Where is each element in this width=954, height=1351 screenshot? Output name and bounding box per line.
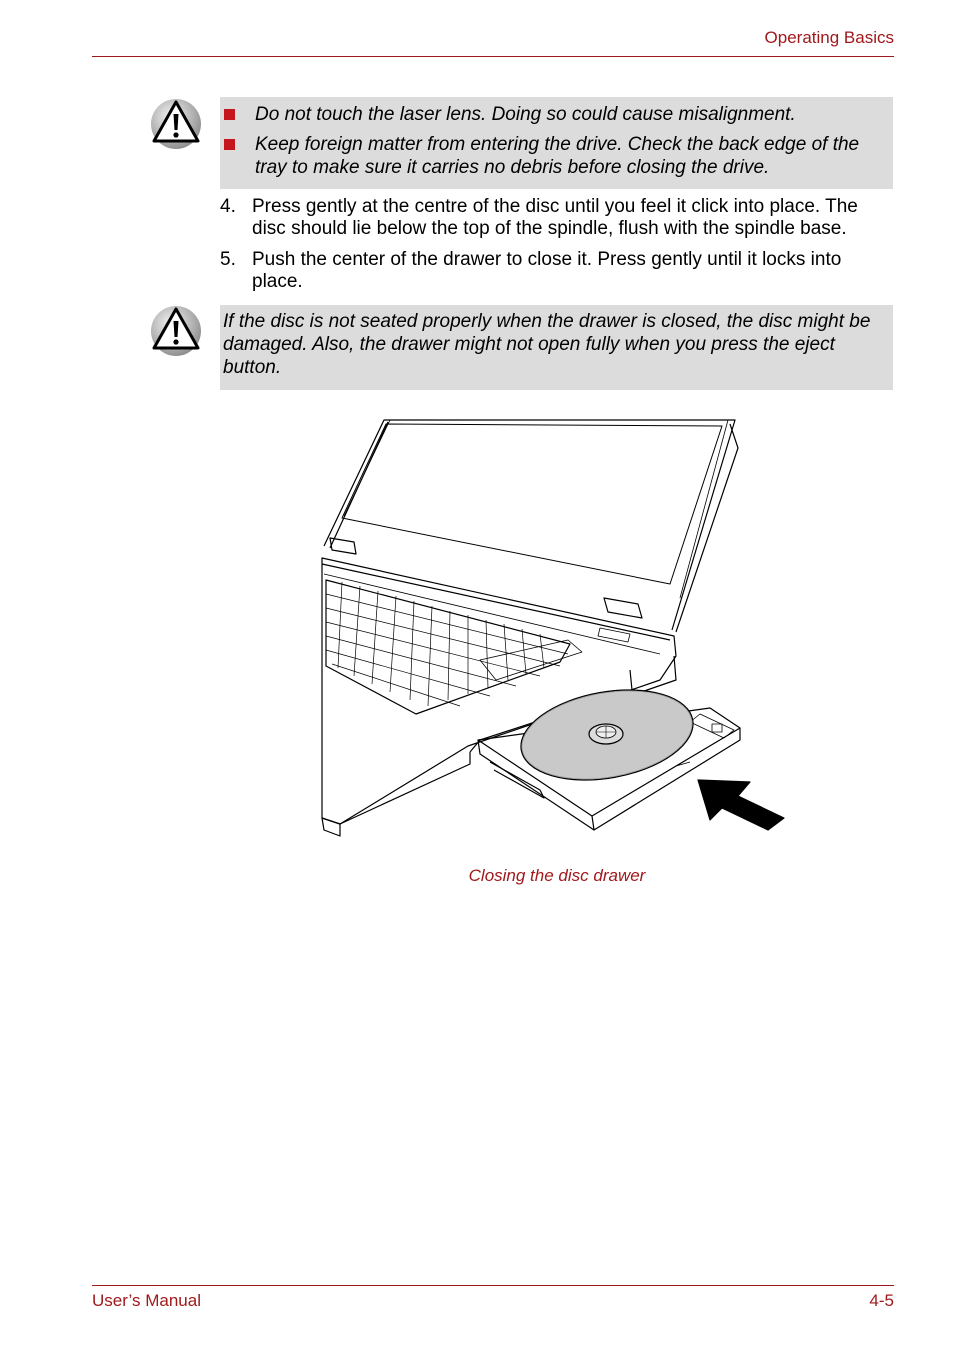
page-number: 4-5 [869,1291,894,1310]
caution-text: If the disc is not seated properly when the drawer is closed, the disc might be damaged. Also, the drawer might not open fully when you press the eject button. [223,311,871,378]
caution-icon [149,97,203,151]
caution-box [220,97,893,189]
header-title: Operating Basics [764,28,894,47]
step-item [220,196,894,240]
footer-manual-label: User’s Manual [92,1291,201,1310]
caution-bullet-text: Keep foreign matter from entering the drive. Check the back edge of the tray to make sure it carries no debris before closing the drive. [255,134,860,178]
laptop-disc-drawer-illustration [320,418,790,838]
footer-rule [92,1285,894,1286]
step-number: 5. [220,249,236,270]
step-item [220,249,894,293]
caution-bullet [220,133,883,179]
caution-box [220,305,893,390]
figure-caption: Closing the disc drawer [468,866,646,885]
step-number: 4. [220,196,236,217]
bullet-square-icon [224,139,235,150]
caution-bullet-text: Do not touch the laser lens. Doing so could cause misalignment. [255,104,796,125]
caution-icon [149,304,203,358]
step-text: Press gently at the centre of the disc until you feel it click into place. The disc should lie below the top of the spindle, flush with the spindle base. [252,196,858,239]
step-text: Push the center of the drawer to close it. Press gently until it locks into place. [252,249,842,292]
bullet-square-icon [224,109,235,120]
caution-bullet [220,103,883,126]
header-rule [92,56,894,57]
